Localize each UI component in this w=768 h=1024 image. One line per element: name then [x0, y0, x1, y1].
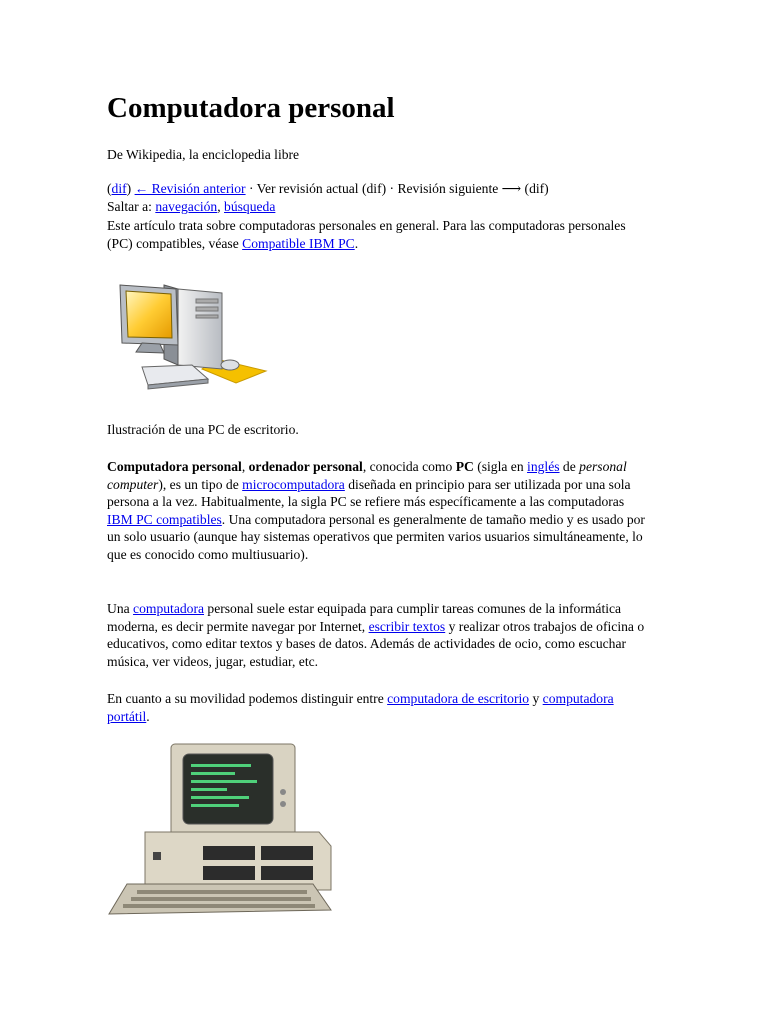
revision-nav: (dif) ← Revisión anterior · Ver revisión actual (dif) · Revisión siguiente ⟶ (dif) — [107, 181, 549, 196]
ibm-pc-photo — [107, 742, 339, 918]
page-title: Computadora personal — [107, 92, 395, 124]
escribir-textos-link[interactable]: escribir textos — [368, 618, 446, 634]
microcomputadora-link[interactable]: microcomputadora — [242, 476, 345, 492]
paragraph-mobility: En cuanto a su movilidad podemos distinguir entre computadora de escritorio y computadora portátil. — [107, 691, 614, 724]
computadora-link[interactable]: computadora — [133, 601, 205, 616]
ibm-pc-compatibles-link[interactable]: IBM PC compatibles — [107, 511, 222, 527]
ingles-link[interactable]: inglés — [527, 459, 560, 474]
desktop-pc-illustration — [116, 281, 268, 393]
hatnote: Este artículo trata sobre computadoras personales en general. Para las computadoras personales (PC) compatibles, véase Compatible IBM PC. — [107, 218, 626, 251]
search-link[interactable]: búsqueda — [224, 199, 276, 214]
paragraph-intro: Computadora personal, ordenador personal, conocida como PC (sigla en inglés de personal computer), es un tipo de microcomputadora diseñada en principio para ser utilizada por una sola persona a la vez. Habitualmente, la sigla PC se refiere más específicamente a las computadoras IBM PC compatibles. Una computadora personal es generalmente de tamaño medio y es usado por un solo usuario (aunque hay sistemas operativos que permiten varios usuarios simultáneamente, lo que es conocido como multiusuario). — [107, 459, 645, 562]
image-caption: Ilustración de una PC de escritorio. — [107, 422, 299, 437]
paragraph-uses: Una computadora personal suele estar equipada para cumplir tareas comunes de la informática moderna, es decir permite navegar por Internet, escribir textos y realizar otros trabajos de oficina o educativos, como editar textos y bases de datos. Además de actividades de ocio, como escuchar música, ver videos, jugar, estudiar, etc. — [107, 601, 645, 669]
navigation-link[interactable]: navegación — [155, 199, 218, 214]
diff-link[interactable]: dif — [111, 181, 127, 196]
site-subtitle: De Wikipedia, la enciclopedia libre — [107, 147, 300, 162]
computadora-portatil-link[interactable]: computadora portátil — [107, 691, 614, 724]
compatible-ibm-pc-link[interactable]: Compatible IBM PC — [242, 235, 355, 251]
previous-revision-link[interactable]: ← Revisión anterior — [134, 181, 246, 196]
revision-nav-rest: · Ver revisión actual (dif) · Revisión siguiente ⟶ (dif) — [245, 181, 549, 196]
jump-to: Saltar a: navegación, búsqueda — [107, 199, 276, 214]
computadora-de-escritorio-link[interactable]: computadora de escritorio — [387, 691, 530, 706]
